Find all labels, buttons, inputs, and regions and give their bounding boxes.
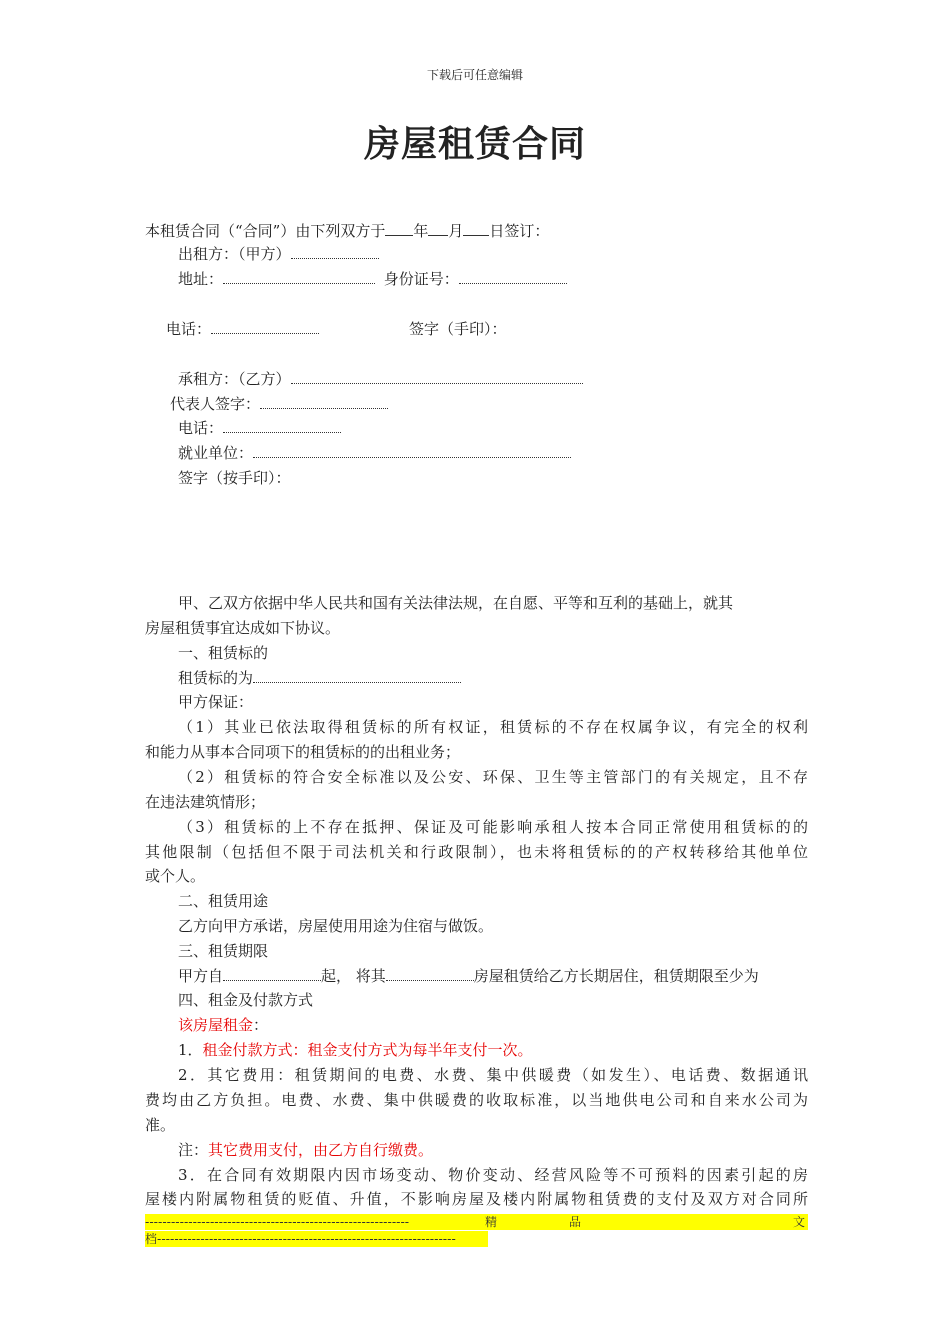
section3-item-line: [178, 967, 759, 985]
lessor-phone-label: 电话：: [166, 320, 212, 338]
guarantee-label: 甲方保证：: [178, 693, 254, 711]
footer-banner: [145, 1214, 808, 1248]
term-from-label: 甲方自: [178, 967, 224, 985]
lessor-address-blank: [223, 270, 375, 284]
guarantee3-line1: （3）租赁标的上不存在抵押、保证及可能影响承租人按本合同正常使用租赁标的的: [178, 818, 808, 836]
lessor-blank: [291, 245, 379, 259]
lessee-rep-blank: [260, 395, 388, 409]
header-note: 下载后可任意编辑: [426, 68, 523, 82]
rent-colon: ：: [253, 1016, 269, 1034]
intro-sign-text: 签订：: [504, 222, 550, 240]
lease-object-blank: [253, 669, 461, 683]
term-start-blank: [223, 967, 321, 981]
section1-item: 租赁标的为: [178, 669, 254, 687]
item1-number: 1．: [178, 1041, 203, 1059]
guarantee3-line3: 或个人。: [145, 867, 206, 885]
month-label: 月: [448, 222, 464, 240]
guarantee3-line2: 其他限制（包括但不限于司法机关和行政限制），也未将租赁标的的产权转移给其他单位: [145, 843, 808, 861]
note-label: 注：: [178, 1141, 209, 1159]
term-middle-label: 起， 将其: [321, 967, 386, 985]
section1-item-line: [178, 669, 461, 687]
note-line: [178, 1141, 433, 1159]
section2-heading: 二、租赁用途: [178, 892, 269, 910]
lessee-label: 承租方：（乙方）: [178, 370, 291, 388]
lessee-phone-line: [178, 419, 341, 437]
lessor-line: [178, 245, 379, 263]
lessor-sign-label: 签字（手印）：: [409, 320, 507, 338]
footer-row1: [145, 1214, 808, 1230]
footer-word-3: 文: [793, 1215, 806, 1229]
item3-line1: 3．在合同有效期限内因市场变动、物价变动、经营风险等不可预料的因素引起的房: [178, 1166, 808, 1184]
item1-line: [178, 1041, 533, 1059]
guarantee2-line2: 在违法建筑情形；: [145, 793, 266, 811]
para1-line2: 房屋租赁事宜达成如下协议。: [145, 619, 341, 637]
lessor-id-blank: [459, 270, 567, 284]
day-blank: [463, 220, 489, 236]
footer-dashes-1: -------------------------------------------------------------: [145, 1215, 410, 1229]
lessee-blank: [291, 370, 583, 384]
lessee-line: [178, 370, 583, 388]
year-label: 年: [413, 222, 429, 240]
term-end-label: 房屋租赁给乙方长期居住，租赁期限至少为: [473, 967, 759, 985]
section4-heading: 四、租金及付款方式: [178, 991, 314, 1009]
day-label: 日: [489, 222, 505, 240]
item2-line3: 准。: [145, 1116, 176, 1134]
lessor-phone-line: [166, 320, 319, 338]
intro-text: 本租赁合同（“合同”）由下列双方于: [145, 222, 386, 240]
lessee-employer-label: 就业单位：: [178, 444, 254, 462]
year-blank: [385, 220, 413, 236]
guarantee1-line1: （1）其业已依法取得租赁标的所有权证，租赁标的不存在权属争议，有完全的权利: [178, 718, 808, 736]
footer-word-4: 档: [145, 1232, 158, 1246]
lessor-id-label: 身份证号：: [383, 270, 459, 288]
section3-heading: 三、租赁期限: [178, 942, 269, 960]
lessee-sign-label: 签字（按手印）：: [178, 469, 291, 487]
lessee-phone-blank: [223, 419, 341, 433]
lessee-rep-line: [170, 395, 388, 413]
month-blank: [428, 220, 448, 236]
footer-word-1: 精: [485, 1215, 498, 1229]
intro-line: [145, 220, 549, 240]
lessee-employer-blank: [253, 444, 571, 458]
lessee-phone-label: 电话：: [178, 419, 224, 437]
section2-item: 乙方向甲方承诺，房屋使用用途为住宿与做饭。: [178, 917, 494, 935]
section1-heading: 一、租赁标的: [178, 644, 269, 662]
lessor-address-line: [178, 270, 567, 288]
footer-dashes-2: ---------------------------------------------------------------------: [157, 1232, 456, 1246]
document-title: 房屋租赁合同: [363, 123, 586, 165]
property-blank: [386, 967, 474, 981]
para1-line1: 甲、乙双方依据中华人民共和国有关法律法规，在自愿、平等和互利的基础上，就其: [178, 594, 734, 612]
lessor-phone-blank: [211, 320, 319, 334]
guarantee2-line1: （2）租赁标的符合安全标准以及公安、环保、卫生等主管部门的有关规定，且不存: [178, 768, 808, 786]
lessor-address-label: 地址：: [178, 270, 224, 288]
note-text: 其它费用支付，由乙方自行缴费。: [208, 1141, 434, 1159]
item2-line1: 2．其它费用：租赁期间的电费、水费、集中供暖费（如发生）、电话费、数据通讯: [178, 1066, 808, 1084]
lessor-label: 出租方：（甲方）: [178, 245, 291, 263]
guarantee1-line2: 和能力从事本合同项下的租赁标的的出租业务；: [145, 743, 461, 761]
rent-line: [178, 1016, 268, 1034]
footer-row2: [145, 1231, 488, 1247]
lessee-rep-label: 代表人签字：: [170, 395, 261, 413]
item2-line2: 费均由乙方负担。电费、水费、集中供暖费的收取标准，以当地供电公司和自来水公司为: [145, 1091, 808, 1109]
lessee-employer-line: [178, 444, 571, 462]
item1-text: 租金付款方式：租金支付方式为每半年支付一次。: [202, 1041, 533, 1059]
rent-label: 该房屋租金: [178, 1016, 254, 1034]
footer-word-2: 品: [569, 1215, 582, 1229]
item3-line2: 屋楼内附属物租赁的贬值、升值，不影响房屋及楼内附属物租赁费的支付及双方对合同所: [145, 1190, 808, 1208]
